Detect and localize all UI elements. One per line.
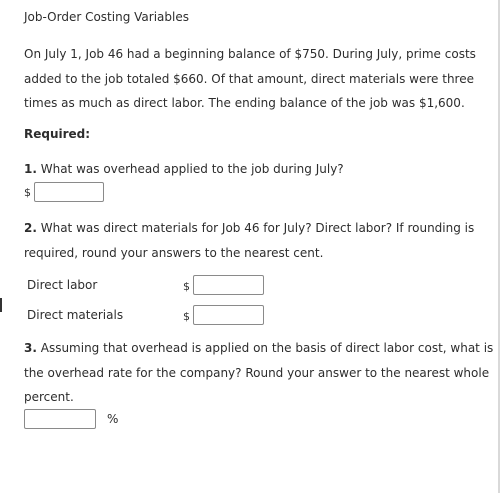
- question-1-text: What was overhead applied to the job during July?: [36, 162, 344, 176]
- question-2: [24, 216, 494, 265]
- direct-materials-dollar-sign: $: [183, 310, 190, 323]
- left-edge-marker: [0, 298, 2, 312]
- overhead-rate-input[interactable]: [24, 409, 96, 429]
- q1-overhead-applied-input[interactable]: [34, 182, 104, 202]
- question-3: [24, 336, 494, 410]
- direct-labor-dollar-sign: $: [183, 280, 190, 293]
- direct-labor-input[interactable]: [193, 275, 264, 295]
- q1-dollar-sign: $: [24, 186, 31, 199]
- page-title: Job-Order Costing Variables: [24, 10, 189, 24]
- direct-materials-input[interactable]: [193, 305, 264, 325]
- direct-labor-label: Direct labor: [27, 278, 98, 292]
- question-3-text: Assuming that overhead is applied on the basis of direct labor cost, what is the overhead rate for the company? Round your answer to the nearest whole percent.: [24, 341, 494, 404]
- percent-sign: %: [107, 412, 119, 426]
- question-1-number: 1.: [24, 162, 37, 176]
- problem-statement: On July 1, Job 46 had a beginning balance of $750. During July, prime costs added to the job totaled $660. Of that amount, direct materials were three times as much as direct labor. The ending balance of the job was $1,600.: [24, 47, 476, 110]
- question-1: [24, 157, 494, 182]
- question-2-text: What was direct materials for Job 46 for July? Direct labor? If rounding is required, round your answers to the nearest cent.: [24, 221, 475, 260]
- direct-materials-label: Direct materials: [27, 308, 124, 322]
- question-2-number: 2.: [24, 221, 37, 235]
- question-3-number: 3.: [24, 341, 37, 355]
- required-heading: Required:: [24, 127, 91, 141]
